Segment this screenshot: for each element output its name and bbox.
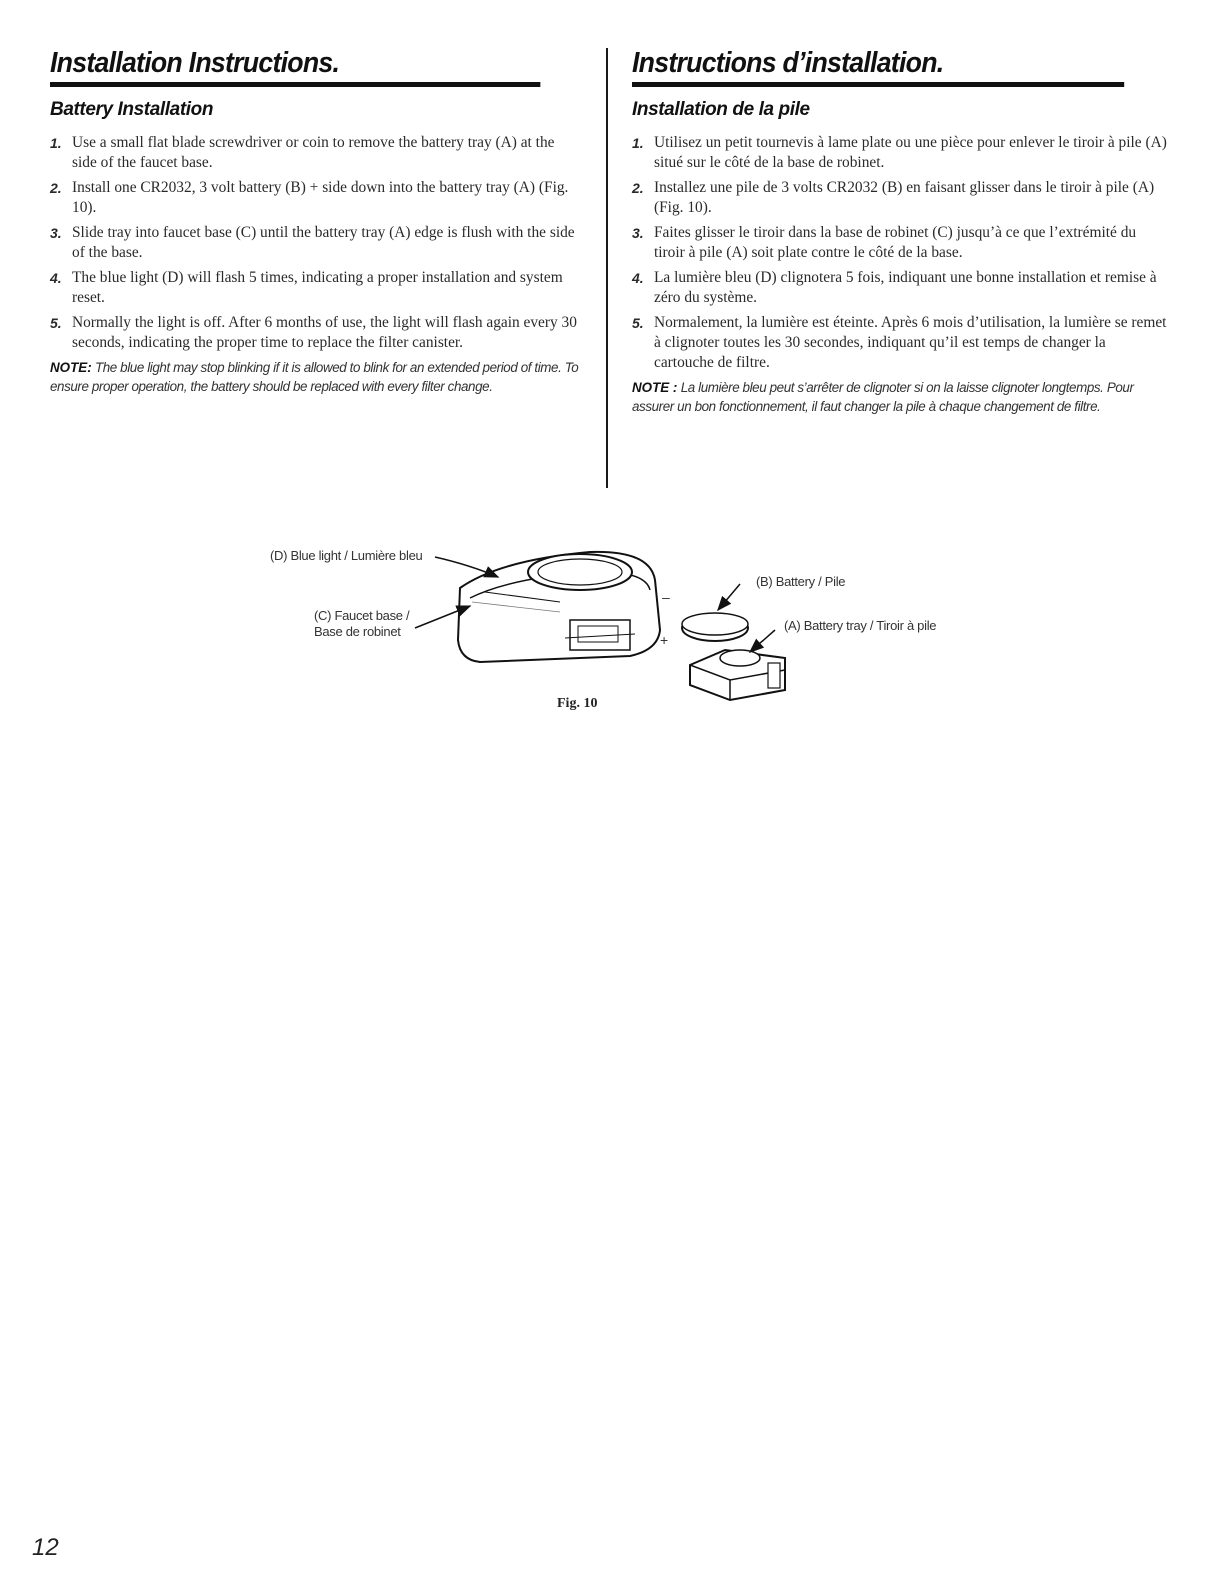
faucet-base-drawing: [458, 552, 660, 662]
label-battery: (B) Battery / Pile: [756, 574, 846, 589]
step-number: 1.: [50, 135, 62, 151]
steps-list-fr: [632, 133, 1167, 373]
step-number: 4.: [50, 270, 62, 286]
page-title-en: Installation Instructions.: [50, 46, 540, 87]
note-label: NOTE :: [632, 380, 678, 395]
step-item: [632, 313, 1167, 373]
minus-sign: –: [662, 589, 670, 605]
section-title-fr: Installation de la pile: [632, 99, 810, 120]
step-text: The blue light (D) will flash 5 times, indicating a proper installation and system reset.: [72, 269, 563, 306]
note-en: [50, 358, 583, 396]
figure-caption: Fig. 10: [557, 696, 598, 711]
page-number: 12: [32, 1534, 59, 1561]
step-text: Slide tray into faucet base (C) until the battery tray (A) edge is flush with the side of the base.: [72, 224, 575, 261]
step-item: [50, 313, 583, 353]
step-item: [50, 133, 583, 173]
note-text: The blue light may stop blinking if it is allowed to blink for an extended period of time. To ensure proper operation, the battery should be replaced with every filter change.: [50, 360, 579, 394]
step-number: 2.: [632, 180, 644, 196]
step-text: Use a small flat blade screwdriver or coin to remove the battery tray (A) at the side of the faucet base.: [72, 134, 555, 171]
step-number: 3.: [632, 225, 644, 241]
step-number: 5.: [632, 315, 644, 331]
step-text: La lumière bleu (D) clignotera 5 fois, indiquant une bonne installation et remise à zéro du système.: [654, 269, 1157, 306]
page-title-fr: Instructions d’installation.: [632, 46, 1124, 87]
battery-installation-figure: [260, 540, 980, 720]
step-number: 4.: [632, 270, 644, 286]
label-faucet-base-line1: (C) Faucet base /: [314, 608, 410, 623]
section-title-en: Battery Installation: [50, 99, 214, 120]
plus-sign: +: [660, 632, 668, 648]
note-fr: [632, 378, 1167, 416]
step-text: Faites glisser le tiroir dans la base de robinet (C) jusqu’à ce que l’extrémité du tiroir à pile (A) soit plate contre le côté de la base.: [654, 224, 1137, 261]
english-column: [50, 46, 583, 396]
column-divider: [606, 48, 608, 488]
step-text: Normalement, la lumière est éteinte. Après 6 mois d’utilisation, la lumière se remet à clignoter toutes les 30 secondes, indiquant qu’il est temps de changer la cartouche de filtre.: [654, 314, 1167, 371]
note-label: NOTE:: [50, 360, 92, 375]
label-battery-tray: (A) Battery tray / Tiroir à pile: [784, 618, 937, 633]
battery-drawing: [682, 613, 748, 641]
step-number: 3.: [50, 225, 62, 241]
step-number: 2.: [50, 180, 62, 196]
step-item: [632, 268, 1167, 308]
step-text: Utilisez un petit tournevis à lame plate ou une pièce pour enlever le tiroir à pile (A) situé sur le côté de la base de robinet.: [654, 134, 1167, 171]
step-item: [632, 223, 1167, 263]
step-number: 5.: [50, 315, 62, 331]
steps-list-en: [50, 133, 583, 353]
step-item: [632, 178, 1167, 218]
step-item: [50, 223, 583, 263]
note-text: La lumière bleu peut s’arrêter de clignoter si on la laisse clignoter longtemps. Pour assurer un bon fonctionnement, il faut changer la pile à chaque changement de filtre.: [632, 380, 1134, 414]
step-number: 1.: [632, 135, 644, 151]
step-text: Installez une pile de 3 volts CR2032 (B) en faisant glisser dans le tiroir à pile (A) (Fig. 10).: [654, 179, 1155, 216]
step-item: [50, 268, 583, 308]
label-faucet-base-line2: Base de robinet: [314, 624, 401, 639]
step-text: Install one CR2032, 3 volt battery (B) + side down into the battery tray (A) (Fig. 10).: [72, 179, 569, 216]
french-column: [632, 46, 1167, 416]
step-item: [632, 133, 1167, 173]
label-blue-light: (D) Blue light / Lumière bleu: [270, 548, 423, 563]
step-item: [50, 178, 583, 218]
step-text: Normally the light is off. After 6 months of use, the light will flash again every 30 seconds, indicating the proper time to replace the filter canister.: [72, 314, 577, 351]
battery-tray-drawing: [690, 650, 785, 700]
